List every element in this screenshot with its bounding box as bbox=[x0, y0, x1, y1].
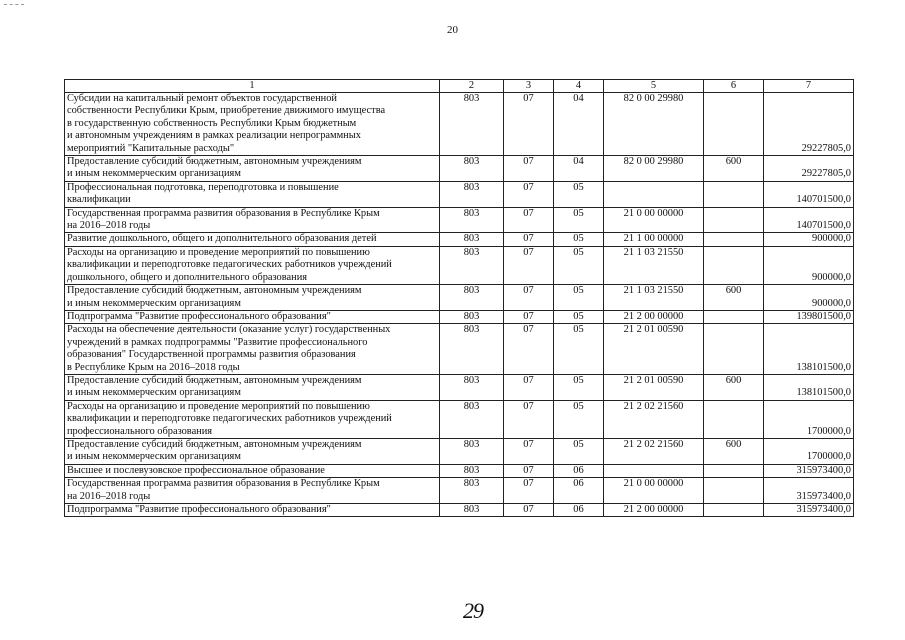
amount-cell: 140701500,0 bbox=[764, 181, 854, 207]
amount-cell: 139801500,0 bbox=[764, 310, 854, 323]
expense-name-cell bbox=[65, 374, 440, 400]
expense-name-line: мероприятий "Капитальные расходы" bbox=[67, 142, 235, 154]
expense-name-cell bbox=[65, 438, 440, 464]
amount-cell: 138101500,0 bbox=[764, 374, 854, 400]
subsection-code-cell: 05 bbox=[554, 400, 604, 438]
column-header: 1 bbox=[65, 80, 440, 93]
expense-name-line: Государственная программа развития образования в Республике Крым bbox=[67, 207, 380, 219]
table-row bbox=[65, 181, 854, 207]
expense-type-cell bbox=[704, 181, 764, 207]
corner-scribble bbox=[4, 4, 24, 5]
target-item-cell bbox=[604, 181, 704, 207]
section-code-cell: 07 bbox=[504, 504, 554, 517]
expense-name-line: Предоставление субсидий бюджетным, автономным учреждениям bbox=[67, 438, 362, 450]
table-row bbox=[65, 324, 854, 375]
amount-cell: 29227805,0 bbox=[764, 93, 854, 156]
expense-name-line: профессионального образования bbox=[67, 425, 213, 437]
table-row bbox=[65, 504, 854, 517]
target-item-cell: 82 0 00 29980 bbox=[604, 93, 704, 156]
amount-cell: 140701500,0 bbox=[764, 207, 854, 233]
expense-name-cell bbox=[65, 93, 440, 156]
header-row bbox=[65, 80, 854, 93]
section-code-cell: 07 bbox=[504, 374, 554, 400]
target-item-cell: 21 2 02 21560 bbox=[604, 438, 704, 464]
section-code-cell: 07 bbox=[504, 438, 554, 464]
expense-name-line: Предоставление субсидий бюджетным, автономным учреждениям bbox=[67, 156, 362, 168]
expense-type-cell bbox=[704, 93, 764, 156]
expense-name-cell bbox=[65, 324, 440, 375]
expense-type-cell bbox=[704, 246, 764, 284]
column-header: 4 bbox=[554, 80, 604, 93]
expense-name-cell bbox=[65, 207, 440, 233]
amount-cell: 900000,0 bbox=[764, 233, 854, 246]
section-code-cell: 07 bbox=[504, 233, 554, 246]
table-row bbox=[65, 374, 854, 400]
expense-name-line: в государственную собственность Республики Крым бюджетным bbox=[67, 117, 357, 129]
table-row bbox=[65, 310, 854, 323]
amount-cell: 1700000,0 bbox=[764, 400, 854, 438]
amount-cell: 900000,0 bbox=[764, 246, 854, 284]
amount-cell: 315973400,0 bbox=[764, 478, 854, 504]
section-code-cell: 07 bbox=[504, 400, 554, 438]
amount-cell: 29227805,0 bbox=[764, 156, 854, 182]
expense-type-cell: 600 bbox=[704, 374, 764, 400]
expense-type-cell bbox=[704, 324, 764, 375]
target-item-cell: 21 2 01 00590 bbox=[604, 324, 704, 375]
subsection-code-cell: 05 bbox=[554, 233, 604, 246]
expense-name-line: Предоставление субсидий бюджетным, автономным учреждениям bbox=[67, 374, 362, 386]
expense-name-cell bbox=[65, 181, 440, 207]
expense-name-line: Расходы на обеспечение деятельности (оказание услуг) государственных bbox=[67, 324, 391, 336]
target-item-cell: 21 0 00 00000 bbox=[604, 207, 704, 233]
amount-cell: 315973400,0 bbox=[764, 504, 854, 517]
expense-name-line: учреждений в рамках подпрограммы "Развитие профессионального bbox=[67, 336, 368, 348]
table-row bbox=[65, 207, 854, 233]
expense-name-cell bbox=[65, 464, 440, 477]
section-code-cell: 07 bbox=[504, 246, 554, 284]
expense-name-line: Профессиональная подготовка, переподготовка и повышение bbox=[67, 181, 339, 193]
expense-name-cell bbox=[65, 156, 440, 182]
column-header: 6 bbox=[704, 80, 764, 93]
section-code-cell: 07 bbox=[504, 464, 554, 477]
target-item-cell: 21 0 00 00000 bbox=[604, 478, 704, 504]
expense-name-cell bbox=[65, 400, 440, 438]
table-row bbox=[65, 156, 854, 182]
amount-cell: 1700000,0 bbox=[764, 438, 854, 464]
table-row bbox=[65, 438, 854, 464]
expense-name-line: Подпрограмма "Развитие профессионального образования" bbox=[67, 310, 331, 322]
section-code-cell: 07 bbox=[504, 478, 554, 504]
amount-cell: 315973400,0 bbox=[764, 464, 854, 477]
department-code-cell: 803 bbox=[440, 207, 504, 233]
expense-name-line: квалификации и переподготовке педагогических работников учреждений bbox=[67, 413, 392, 425]
subsection-code-cell: 05 bbox=[554, 181, 604, 207]
expense-name-line: на 2016–2018 годы bbox=[67, 490, 151, 502]
subsection-code-cell: 05 bbox=[554, 285, 604, 311]
department-code-cell: 803 bbox=[440, 181, 504, 207]
subsection-code-cell: 05 bbox=[554, 438, 604, 464]
expense-name-line: квалификации bbox=[67, 194, 131, 206]
expense-type-cell bbox=[704, 207, 764, 233]
expense-name-line: квалификации и переподготовке педагогических работников учреждений bbox=[67, 259, 392, 271]
expense-name-cell bbox=[65, 478, 440, 504]
handwritten-page-mark: 29 bbox=[463, 598, 483, 623]
table-row bbox=[65, 233, 854, 246]
expense-name-line: дошкольного, общего и дополнительного образования bbox=[67, 271, 308, 283]
target-item-cell: 21 1 03 21550 bbox=[604, 285, 704, 311]
amount-cell: 900000,0 bbox=[764, 285, 854, 311]
expense-name-line: Предоставление субсидий бюджетным, автономным учреждениям bbox=[67, 285, 362, 297]
subsection-code-cell: 05 bbox=[554, 310, 604, 323]
budget-table bbox=[64, 79, 854, 517]
subsection-code-cell: 06 bbox=[554, 478, 604, 504]
column-header: 3 bbox=[504, 80, 554, 93]
subsection-code-cell: 06 bbox=[554, 464, 604, 477]
expense-name-cell bbox=[65, 310, 440, 323]
expense-name-cell bbox=[65, 285, 440, 311]
section-code-cell: 07 bbox=[504, 181, 554, 207]
department-code-cell: 803 bbox=[440, 246, 504, 284]
expense-type-cell: 600 bbox=[704, 285, 764, 311]
department-code-cell: 803 bbox=[440, 310, 504, 323]
expense-name-line: Субсидии на капитальный ремонт объектов государственной bbox=[67, 93, 337, 104]
expense-name-line: и иным некоммерческим организациям bbox=[67, 297, 241, 309]
section-code-cell: 07 bbox=[504, 207, 554, 233]
expense-name-cell bbox=[65, 504, 440, 517]
amount-cell: 138101500,0 bbox=[764, 324, 854, 375]
expense-name-line: и автономным учреждениям в рамках реализации непрограммных bbox=[67, 130, 361, 142]
department-code-cell: 803 bbox=[440, 324, 504, 375]
table-row bbox=[65, 478, 854, 504]
section-code-cell: 07 bbox=[504, 310, 554, 323]
target-item-cell: 82 0 00 29980 bbox=[604, 156, 704, 182]
department-code-cell: 803 bbox=[440, 156, 504, 182]
target-item-cell bbox=[604, 464, 704, 477]
expense-type-cell: 600 bbox=[704, 438, 764, 464]
department-code-cell: 803 bbox=[440, 464, 504, 477]
expense-name-cell bbox=[65, 233, 440, 246]
expense-type-cell bbox=[704, 310, 764, 323]
department-code-cell: 803 bbox=[440, 285, 504, 311]
target-item-cell: 21 1 03 21550 bbox=[604, 246, 704, 284]
expense-name-line: и иным некоммерческим организациям bbox=[67, 451, 241, 463]
expense-type-cell bbox=[704, 478, 764, 504]
subsection-code-cell: 04 bbox=[554, 93, 604, 156]
target-item-cell: 21 2 00 00000 bbox=[604, 310, 704, 323]
expense-name-line: на 2016–2018 годы bbox=[67, 220, 151, 232]
expense-name-line: Расходы на организацию и проведение мероприятий по повышению bbox=[67, 246, 370, 258]
expense-name-line: образования" Государственной программы развития образования bbox=[67, 349, 356, 361]
subsection-code-cell: 05 bbox=[554, 207, 604, 233]
department-code-cell: 803 bbox=[440, 374, 504, 400]
expense-name-line: Высшее и послевузовское профессиональное образование bbox=[67, 464, 325, 476]
column-header: 2 bbox=[440, 80, 504, 93]
table-row bbox=[65, 400, 854, 438]
department-code-cell: 803 bbox=[440, 504, 504, 517]
expense-type-cell: 600 bbox=[704, 156, 764, 182]
section-code-cell: 07 bbox=[504, 93, 554, 156]
expense-type-cell bbox=[704, 464, 764, 477]
department-code-cell: 803 bbox=[440, 93, 504, 156]
table-body bbox=[65, 93, 854, 517]
target-item-cell: 21 2 00 00000 bbox=[604, 504, 704, 517]
expense-name-line: Расходы на организацию и проведение мероприятий по повышению bbox=[67, 400, 370, 412]
expense-name-line: в Республике Крым на 2016–2018 годы bbox=[67, 361, 240, 373]
section-code-cell: 07 bbox=[504, 324, 554, 375]
department-code-cell: 803 bbox=[440, 400, 504, 438]
section-code-cell: 07 bbox=[504, 156, 554, 182]
target-item-cell: 21 1 00 00000 bbox=[604, 233, 704, 246]
table-row bbox=[65, 285, 854, 311]
department-code-cell: 803 bbox=[440, 438, 504, 464]
department-code-cell: 803 bbox=[440, 478, 504, 504]
subsection-code-cell: 05 bbox=[554, 374, 604, 400]
subsection-code-cell: 06 bbox=[554, 504, 604, 517]
expense-name-line: собственности Республики Крым, приобретение движимого имущества bbox=[67, 105, 386, 117]
table-row bbox=[65, 246, 854, 284]
expense-name-line: Развитие дошкольного, общего и дополнительного образования детей bbox=[67, 233, 377, 245]
target-item-cell: 21 2 01 00590 bbox=[604, 374, 704, 400]
expense-name-line: и иным некоммерческим организациям bbox=[67, 168, 241, 180]
page-number: 20 bbox=[447, 24, 458, 36]
subsection-code-cell: 05 bbox=[554, 246, 604, 284]
expense-type-cell bbox=[704, 504, 764, 517]
table-row bbox=[65, 464, 854, 477]
department-code-cell: 803 bbox=[440, 233, 504, 246]
expense-name-line: Подпрограмма "Развитие профессионального образования" bbox=[67, 504, 331, 515]
column-header: 7 bbox=[764, 80, 854, 93]
expense-name-line: и иным некоммерческим организациям bbox=[67, 387, 241, 399]
expense-type-cell bbox=[704, 233, 764, 246]
section-code-cell: 07 bbox=[504, 285, 554, 311]
column-header: 5 bbox=[604, 80, 704, 93]
table-row bbox=[65, 93, 854, 156]
subsection-code-cell: 05 bbox=[554, 324, 604, 375]
target-item-cell: 21 2 02 21560 bbox=[604, 400, 704, 438]
subsection-code-cell: 04 bbox=[554, 156, 604, 182]
expense-name-line: Государственная программа развития образования в Республике Крым bbox=[67, 478, 380, 490]
expense-name-cell bbox=[65, 246, 440, 284]
expense-type-cell bbox=[704, 400, 764, 438]
